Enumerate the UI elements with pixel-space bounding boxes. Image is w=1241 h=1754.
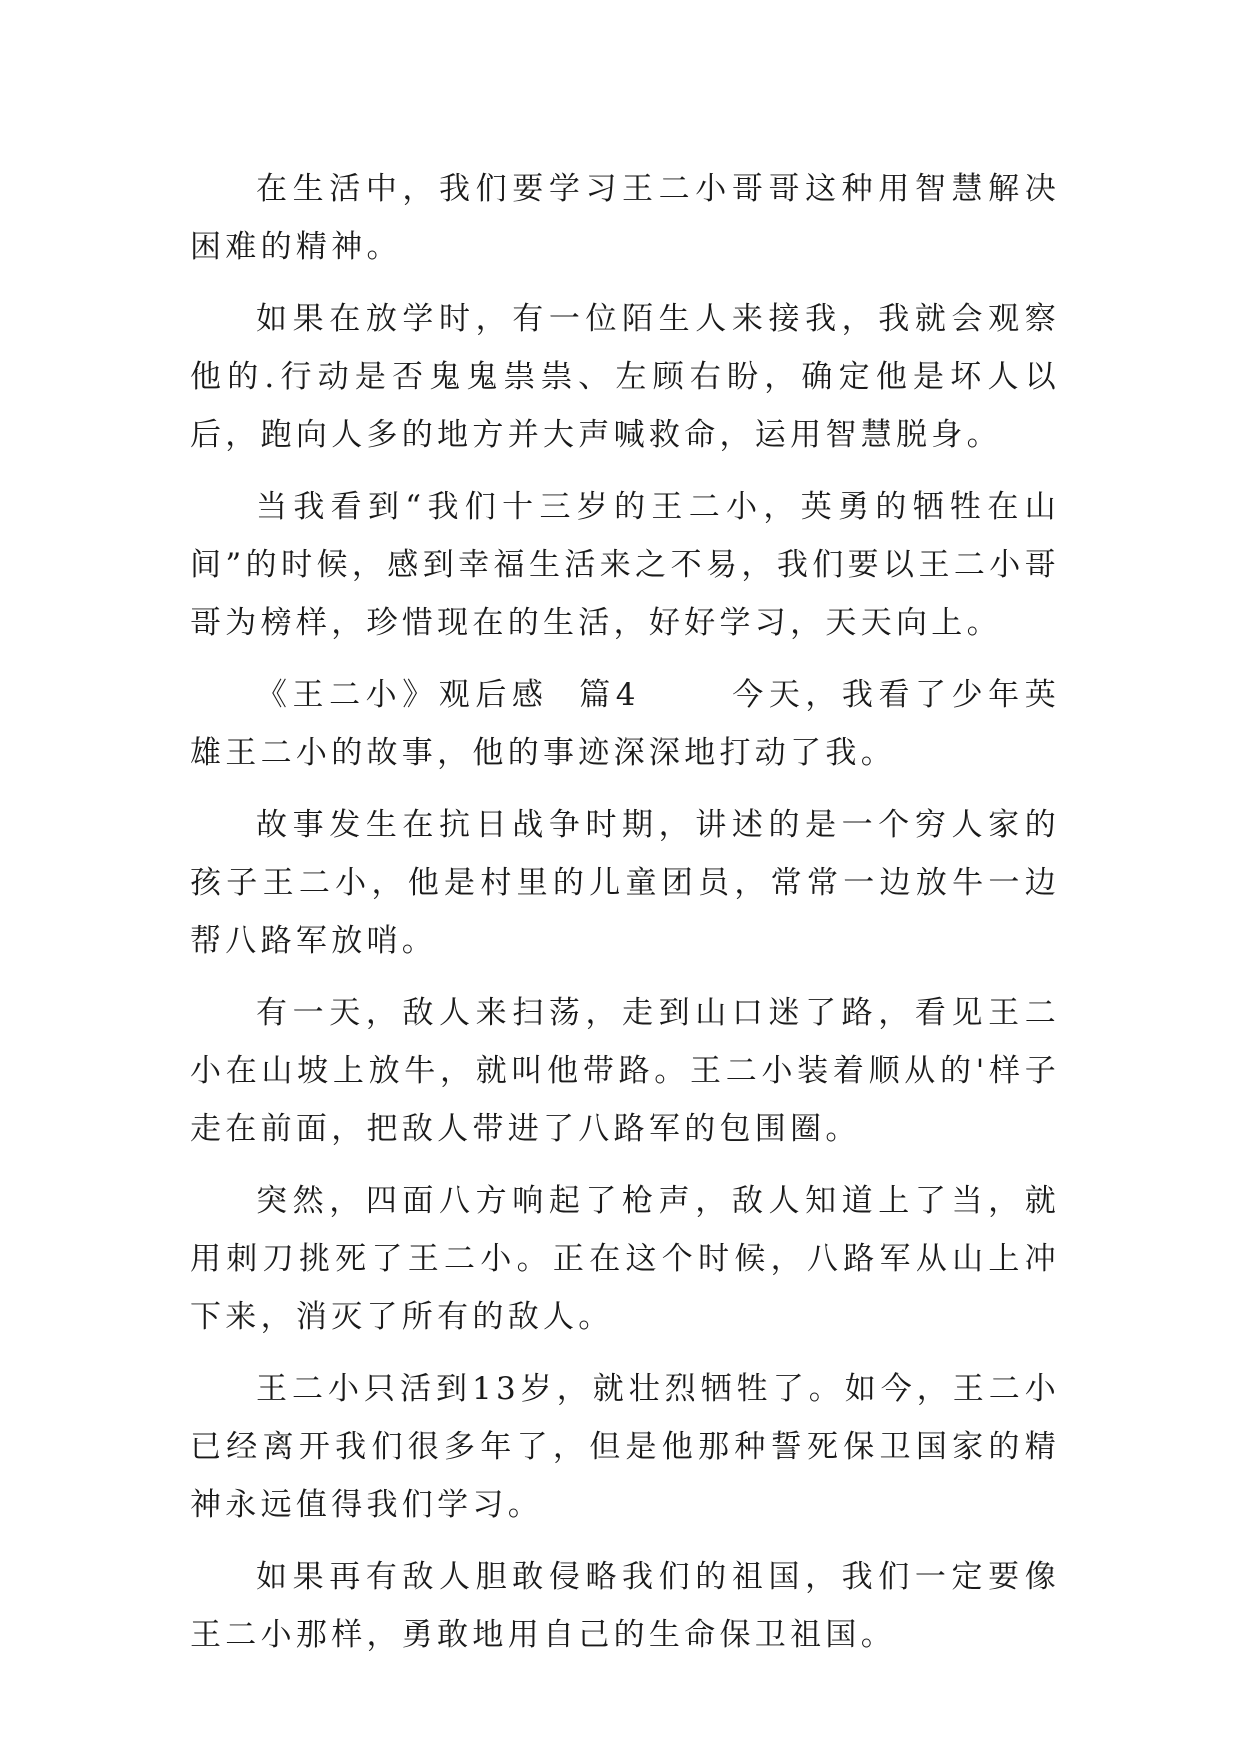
document-body: [190, 160, 1060, 1678]
paragraph-section-heading: 《王二小》观后感 篇4 今天，我看了少年英雄王二小的故事，他的事迹深深地打动了我。: [190, 677, 1060, 771]
paragraph: 当我看到“我们十三岁的王二小，英勇的牺牲在山间”的时候，感到幸福生活来之不易，我们要以王二小哥哥为榜样，珍惜现在的生活，好好学习，天天向上。: [190, 489, 1060, 641]
paragraph: 故事发生在抗日战争时期，讲述的是一个穷人家的孩子王二小，他是村里的儿童团员，常常一边放牛一边帮八路军放哨。: [190, 807, 1060, 959]
paragraph: 王二小只活到13岁，就壮烈牺牲了。如今，王二小已经离开我们很多年了，但是他那种誓死保卫国家的精神永远值得我们学习。: [190, 1371, 1060, 1523]
paragraph: 突然，四面八方响起了枪声，敌人知道上了当，就用刺刀挑死了王二小。正在这个时候，八路军从山上冲下来，消灭了所有的敌人。: [190, 1183, 1060, 1335]
paragraph: 有一天，敌人来扫荡，走到山口迷了路，看见王二小在山坡上放牛，就叫他带路。王二小装着顺从的'样子走在前面，把敌人带进了八路军的包围圈。: [190, 995, 1060, 1147]
paragraph: 在生活中，我们要学习王二小哥哥这种用智慧解决困难的精神。: [190, 171, 1060, 265]
paragraph: 如果再有敌人胆敢侵略我们的祖国，我们一定要像王二小那样，勇敢地用自己的生命保卫祖国。: [190, 1559, 1060, 1653]
paragraph: 如果在放学时，有一位陌生人来接我，我就会观察他的.行动是否鬼鬼祟祟、左顾右盼，确定他是坏人以后，跑向人多的地方并大声喊救命，运用智慧脱身。: [190, 301, 1060, 453]
